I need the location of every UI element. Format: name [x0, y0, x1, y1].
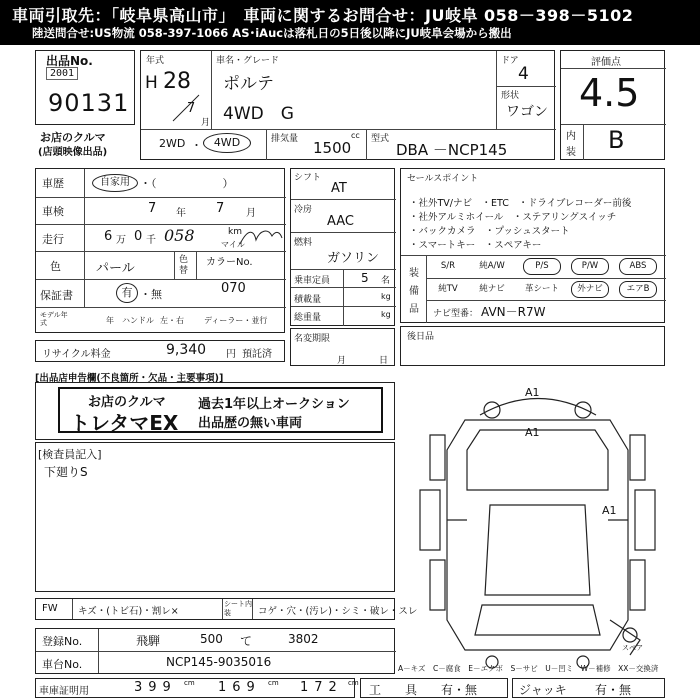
capacity-unit: 名 — [381, 276, 391, 286]
warranty-label: 保証書 — [40, 289, 73, 302]
reg-num: 3802 — [288, 632, 319, 646]
fw-items: キズ・(トビ石)・割レ× — [78, 606, 179, 617]
equip-navi: 純ナビ — [479, 284, 505, 294]
recycle-label: リサイクル料金 — [42, 349, 111, 360]
dims-height: 172 — [300, 680, 343, 695]
shaken-month: 7 — [216, 201, 225, 216]
equip-abs: ABS — [619, 258, 657, 275]
tools-label: 工 具 — [369, 683, 418, 697]
jack-label: ジャッキ — [519, 683, 567, 697]
banner-line2: 出品歴の無い車両 — [198, 416, 303, 431]
dimensions-box — [35, 678, 359, 698]
damage-mark-front: A1 — [525, 386, 540, 399]
equip-ps: P/S — [523, 258, 561, 275]
tools-value: 有・無 — [441, 683, 478, 697]
navi-model-label: ナビ型番： — [433, 309, 479, 319]
fw-label: FW — [42, 603, 58, 614]
jack-value: 有・無 — [595, 683, 632, 697]
year-label: 年式 — [146, 56, 165, 66]
color-value: パール — [96, 261, 135, 276]
year-stamp: 2001 — [46, 67, 78, 80]
equip-ext-navi: 外ナビ — [571, 281, 609, 298]
reg-kana: て — [240, 634, 253, 648]
equip-pw: P/W — [571, 258, 609, 275]
mileage-handwritten: 058 — [164, 226, 195, 245]
mileage-man-unit: 万 — [116, 235, 126, 246]
reg-area: 飛騨 — [136, 634, 161, 648]
door-value: 4 — [518, 64, 529, 84]
equip-tv: 純TV — [438, 284, 458, 294]
vin-value: NCP145-9035016 — [166, 655, 272, 669]
warranty-rest: ・無 — [140, 288, 162, 301]
car-damage-diagram — [410, 380, 665, 670]
listing-no-label: 出品No. — [46, 54, 93, 68]
name-label: 車名・グレード — [216, 56, 280, 66]
mileage-scribble-icon — [236, 226, 284, 248]
month-value: 7 — [187, 101, 196, 116]
color-no-label: カラーNo. — [206, 257, 253, 268]
listing-number-box — [35, 50, 135, 125]
dealer-label: ディーラー・並行 — [204, 316, 268, 325]
equip-sr: S/R — [440, 261, 456, 271]
recycle-box — [35, 340, 285, 362]
reg-label: 登録No. — [42, 635, 83, 648]
drive-separator: ・ — [191, 139, 202, 152]
interior-row — [35, 598, 418, 620]
header-banner — [0, 0, 700, 45]
month-unit: 月 — [201, 118, 211, 128]
fuel-value: ガソリン — [327, 251, 380, 266]
recycle-note: 預託済 — [242, 349, 272, 360]
dims-label: 車庫証明用 — [39, 686, 89, 697]
damage-mark-hood: A1 — [525, 426, 540, 439]
history-rest: ・（ ） — [140, 177, 234, 190]
load-unit: kg — [381, 292, 391, 301]
dims-width-unit: cm — [268, 679, 279, 687]
shape-label: 形状 — [501, 91, 520, 101]
equip-label-2: 備 — [409, 286, 419, 297]
dims-width: 169 — [218, 680, 261, 695]
seat-label: シート内装 — [224, 600, 252, 617]
recycle-unit: 円 — [226, 349, 236, 360]
ac-value: AAC — [327, 214, 354, 229]
change-unit: 月 — [337, 356, 347, 366]
banner-title: お店のクルマ — [88, 395, 166, 410]
year-era: H — [145, 73, 158, 93]
store-label: お店のクルマ — [40, 131, 106, 144]
drive-4wd-circled — [203, 133, 251, 153]
vin-label: 車台No. — [42, 658, 83, 671]
inspector-note: 下廻りS — [44, 465, 88, 479]
interior-label-1: 内 — [566, 131, 576, 142]
shift-label: シフト — [294, 173, 322, 183]
cc-value: 1500 — [313, 139, 352, 157]
left-info-panel — [35, 168, 285, 333]
header-contact-line: 車両引取先：「岐阜県高山市」 車両に関するお問合せ：JU岐阜 058－398－5102 — [12, 6, 634, 25]
registration-box — [35, 628, 395, 674]
ac-label: 冷房 — [294, 205, 313, 215]
tools-box — [360, 678, 508, 698]
mileage-label: 走行 — [42, 233, 64, 246]
handle-label: ハンドル — [122, 316, 154, 325]
model-value: DBA －NCP145 — [396, 141, 508, 159]
score-value: 4.5 — [579, 71, 640, 115]
year-divider-icon — [171, 93, 201, 123]
toretama-banner — [58, 387, 383, 433]
sales-point-4: ・スマートキー ・スペアキー — [409, 240, 542, 251]
car-info-box — [140, 50, 555, 160]
capacity-value: 5 — [361, 271, 369, 285]
warranty-circled — [116, 283, 138, 303]
model-label: 型式 — [371, 134, 390, 144]
history-label: 車歴 — [42, 177, 64, 190]
shaken-year: 7 — [148, 201, 157, 216]
change-label: 名変期限 — [294, 334, 331, 344]
car-name: ポルテ — [223, 74, 274, 94]
later-items-label: 後日品 — [407, 332, 435, 342]
mileage-km-unit: km — [228, 227, 242, 237]
store-report-box — [35, 382, 395, 440]
fuel-label: 燃料 — [294, 238, 313, 248]
history-value: 自家用 — [100, 177, 130, 188]
color-change-label: 色替 — [179, 255, 189, 276]
mileage-mile-unit: マイル — [221, 240, 245, 249]
score-label: 評価点 — [591, 57, 621, 68]
banner-line1: 過去1年以上オークション — [198, 397, 350, 412]
name-change-box — [290, 328, 395, 366]
grade-box — [560, 50, 665, 160]
cc-unit: cc — [351, 131, 360, 140]
interior-value: B — [608, 126, 625, 154]
recycle-value: 9,340 — [166, 342, 207, 358]
car-grade: 4WD G — [223, 104, 294, 124]
equip-label-3: 品 — [409, 304, 419, 315]
banner-brand: トレタマEX — [70, 411, 179, 435]
change-unit-day: 日 — [379, 356, 389, 366]
equip-leather: 革シート — [524, 284, 559, 294]
weight-label: 総重量 — [294, 313, 322, 323]
door-label: ドア — [501, 56, 519, 66]
seat-items: コゲ・穴・(汚レ)・シミ・破レ・スレ — [258, 606, 418, 617]
drive-4wd: 4WD — [213, 136, 241, 149]
damage-legend: A－キズ C－腐食 E－エクボ S－サビ U－凹ミ W－補修 XX－交換済 — [398, 664, 659, 673]
shape-value: ワゴン — [506, 104, 548, 120]
cc-label: 排気量 — [271, 134, 299, 144]
inspector-box — [35, 442, 395, 592]
sales-title: セールスポイント — [407, 174, 479, 184]
dims-length: 399 — [134, 680, 177, 695]
year-value: 28 — [163, 69, 191, 94]
color-no-value: 070 — [221, 281, 246, 296]
dims-length-unit: cm — [184, 679, 195, 687]
model-year-label: モデル年式 — [40, 311, 68, 327]
sales-point-1: ・社外TV/ナビ ・ETC ・ドライブレコーダー前後 — [409, 198, 632, 209]
header-transport-line: 陸送問合せ:US物流 058-397-1066 AS･iAucは落札日の5日後以降にJU岐阜会場から搬出 — [32, 26, 512, 40]
jack-box — [512, 678, 665, 698]
history-circled — [92, 174, 138, 192]
interior-label-2: 装 — [566, 147, 576, 158]
drive-2wd: 2WD — [159, 137, 186, 150]
shaken-year-unit: 年 — [176, 208, 186, 219]
model-year-unit: 年 — [106, 316, 114, 325]
warranty-yes: 有 — [121, 286, 133, 299]
damage-mark-right: A1 — [602, 504, 617, 517]
sales-point-3: ・バックカメラ ・プッシュスタート — [409, 226, 570, 237]
mileage-sen: 0 — [134, 229, 143, 244]
dims-height-unit: cm — [348, 679, 359, 687]
inspector-header: [検査員記入] — [38, 448, 102, 461]
sales-points-box — [400, 168, 665, 323]
mileage-sen-unit: 千 — [146, 235, 156, 246]
sales-point-2: ・社外アルミホイール ・ステアリングスイッチ — [409, 212, 617, 223]
mileage-man: 6 — [104, 229, 113, 244]
equip-alloy: 純A/W — [479, 261, 505, 271]
mid-info-panel — [290, 168, 395, 326]
handle-value: 左・右 — [160, 316, 184, 325]
equip-label-1: 装 — [409, 268, 419, 279]
shift-value: AT — [331, 181, 347, 196]
load-label: 積載量 — [294, 295, 322, 305]
later-items-box — [400, 326, 665, 366]
navi-model-value: AVN－R7W — [481, 305, 546, 319]
capacity-label: 乗車定員 — [294, 276, 331, 286]
reg-class: 500 — [200, 632, 223, 646]
spare-label: スペア — [622, 644, 643, 652]
shaken-label: 車検 — [42, 205, 64, 218]
color-label: 色 — [50, 260, 61, 273]
report-header: [出品店申告欄(不良箇所・欠品・主要事項)] — [35, 373, 224, 384]
shaken-month-unit: 月 — [246, 208, 256, 219]
equip-airbag: エアB — [619, 281, 657, 298]
weight-unit: kg — [381, 310, 391, 319]
store-sub-label: (店頭映像出品) — [38, 147, 108, 158]
listing-number: 90131 — [48, 89, 130, 117]
